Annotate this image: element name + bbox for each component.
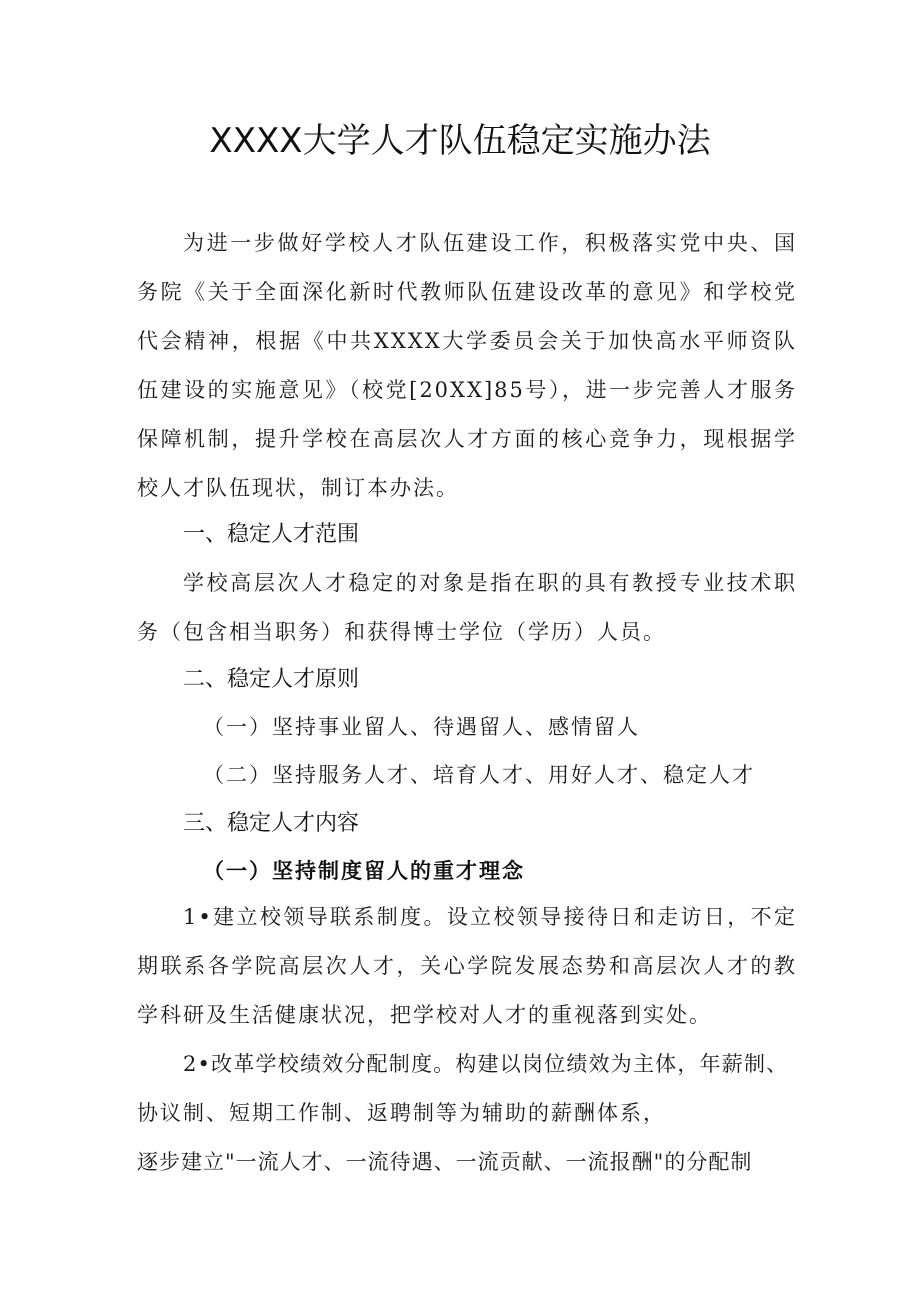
section-1-heading: 一、稳定人才范围 xyxy=(183,522,360,547)
section-1-paragraph: 学校高层次人才稳定的对象是指在职的具有教授专业技术职务（包含相当职务）和获得博士学位（学历）人员。 xyxy=(137,571,797,644)
section-2-heading: 二、稳定人才原则 xyxy=(183,667,360,692)
section-2-item-2: （二）坚持服务人才、培育人才、用好人才、稳定人才 xyxy=(203,763,755,787)
section-3-heading: 三、稳定人才内容 xyxy=(183,811,360,836)
section-2-item-1: （一）坚持事业留人、待遇留人、感情留人 xyxy=(203,715,640,739)
section-3-paragraph-2-line-3: 逐步建立"一流人才、一流待遇、一流贡献、一流报酬"的分配制 xyxy=(137,1150,753,1174)
section-3-paragraph-2-line-2: 协议制、短期工作制、返聘制等为辅助的薪酬体系， xyxy=(137,1101,666,1125)
section-3-paragraph-2-line-1: 2•改革学校绩效分配制度。构建以岗位绩效为主体，年薪制、 xyxy=(183,1052,789,1076)
document-title: XXXX大学人才队伍稳定实施办法 xyxy=(209,121,711,161)
section-3-subheading: （一）坚持制度留人的重才理念 xyxy=(203,858,525,883)
intro-paragraph: 为进一步做好学校人才队伍建设工作，积极落实党中央、国务院《关于全面深化新时代教师队伍建设改革的意见》和学校党代会精神，根据《中共XXXX大学委员会关于加快高水平师资队伍建设的实施意见》（校党[20XX]85号），进一步完善人才服务保障机制，提升学校在高层次人才方面的核心竞争力，现根据学校人才队伍现状，制订本办法。 xyxy=(137,231,797,500)
section-3-paragraph-1: 1•建立校领导联系制度。设立校领导接待日和走访日，不定期联系各学院高层次人才，关心学院发展态势和高层次人才的教学科研及生活健康状况，把学校对人才的重视落到实处。 xyxy=(137,905,797,1027)
